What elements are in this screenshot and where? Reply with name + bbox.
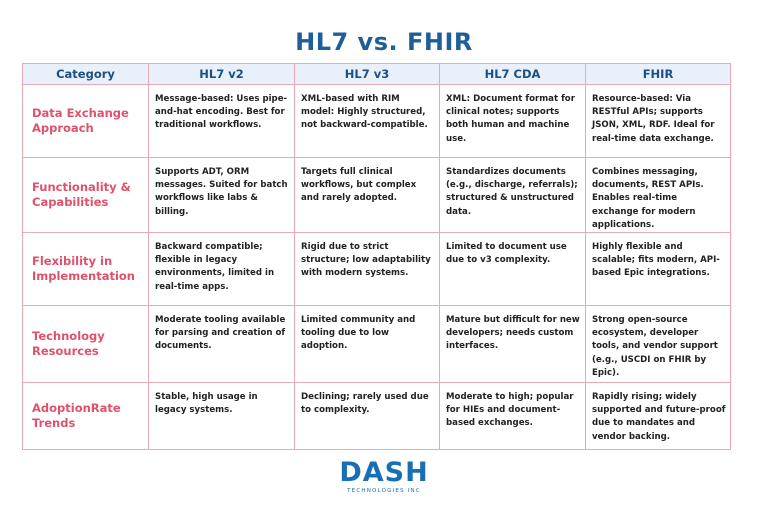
table-header-row <box>23 64 731 85</box>
fhir-cell: Combines messaging, documents, REST APIs. Enables real-time exchange for modern applications. <box>586 158 731 233</box>
hl7-v2-cell: Moderate tooling available for parsing and creation of documents. <box>149 306 295 383</box>
hl7-cda-cell: Moderate to high; popular for HIEs and document-based exchanges. <box>440 383 586 450</box>
category-cell: Flexibility in Implementation <box>23 233 149 306</box>
hl7-v3-cell: XML-based with RIM model: Highly structured, not backward-compatible. <box>295 85 440 158</box>
category-cell: AdoptionRate Trends <box>23 383 149 450</box>
hl7-v3-cell: Limited community and tooling due to low adoption. <box>295 306 440 383</box>
logo-subtitle: TECHNOLOGIES INC <box>347 488 421 494</box>
hl7-v3-cell: Declining; rarely used due to complexity. <box>295 383 440 450</box>
logo-wordmark: DASH <box>339 457 429 488</box>
hl7-v3-cell: Rigid due to strict structure; low adaptability with modern systems. <box>295 233 440 306</box>
hl7-v3-cell: Targets full clinical workflows, but complex and rarely adopted. <box>295 158 440 233</box>
fhir-cell: Resource-based: Via RESTful APIs; supports JSON, XML, RDF. Ideal for real-time data exchange. <box>586 85 731 158</box>
fhir-cell: Strong open-source ecosystem, developer tools, and vendor support (e.g., USCDI on FHIR by Epic). <box>586 306 731 383</box>
hl7-v2-cell: Stable, high usage in legacy systems. <box>149 383 295 450</box>
hl7-v2-cell: Message-based: Uses pipe-and-hat encoding. Best for traditional workflows. <box>149 85 295 158</box>
table-row <box>23 233 731 306</box>
hl7-cda-cell: XML: Document format for clinical notes; supports both human and machine use. <box>440 85 586 158</box>
table-row <box>23 85 731 158</box>
header-hl7-v2: HL7 v2 <box>149 64 295 85</box>
category-cell: Technology Resources <box>23 306 149 383</box>
category-cell: Functionality & Capabilities <box>23 158 149 233</box>
header-hl7-v3: HL7 v3 <box>295 64 440 85</box>
fhir-cell: Highly flexible and scalable; fits modern, API-based Epic integrations. <box>586 233 731 306</box>
hl7-v2-cell: Supports ADT, ORM messages. Suited for batch workflows like labs & billing. <box>149 158 295 233</box>
hl7-cda-cell: Mature but difficult for new developers; needs custom interfaces. <box>440 306 586 383</box>
comparison-table <box>22 63 731 450</box>
hl7-v2-cell: Backward compatible; flexible in legacy environments, limited in real-time apps. <box>149 233 295 306</box>
table-row <box>23 383 731 450</box>
table-row <box>23 158 731 233</box>
header-category: Category <box>23 64 149 85</box>
page-title: HL7 vs. FHIR <box>295 28 473 57</box>
fhir-cell: Rapidly rising; widely supported and future-proof due to mandates and vendor backing. <box>586 383 731 450</box>
header-fhir: FHIR <box>586 64 731 85</box>
table-row <box>23 306 731 383</box>
header-hl7-cda: HL7 CDA <box>440 64 586 85</box>
dash-technologies-logo <box>336 457 432 495</box>
hl7-cda-cell: Limited to document use due to v3 complexity. <box>440 233 586 306</box>
hl7-cda-cell: Standardizes documents (e.g., discharge, referrals); structured & unstructured data. <box>440 158 586 233</box>
category-cell: Data Exchange Approach <box>23 85 149 158</box>
